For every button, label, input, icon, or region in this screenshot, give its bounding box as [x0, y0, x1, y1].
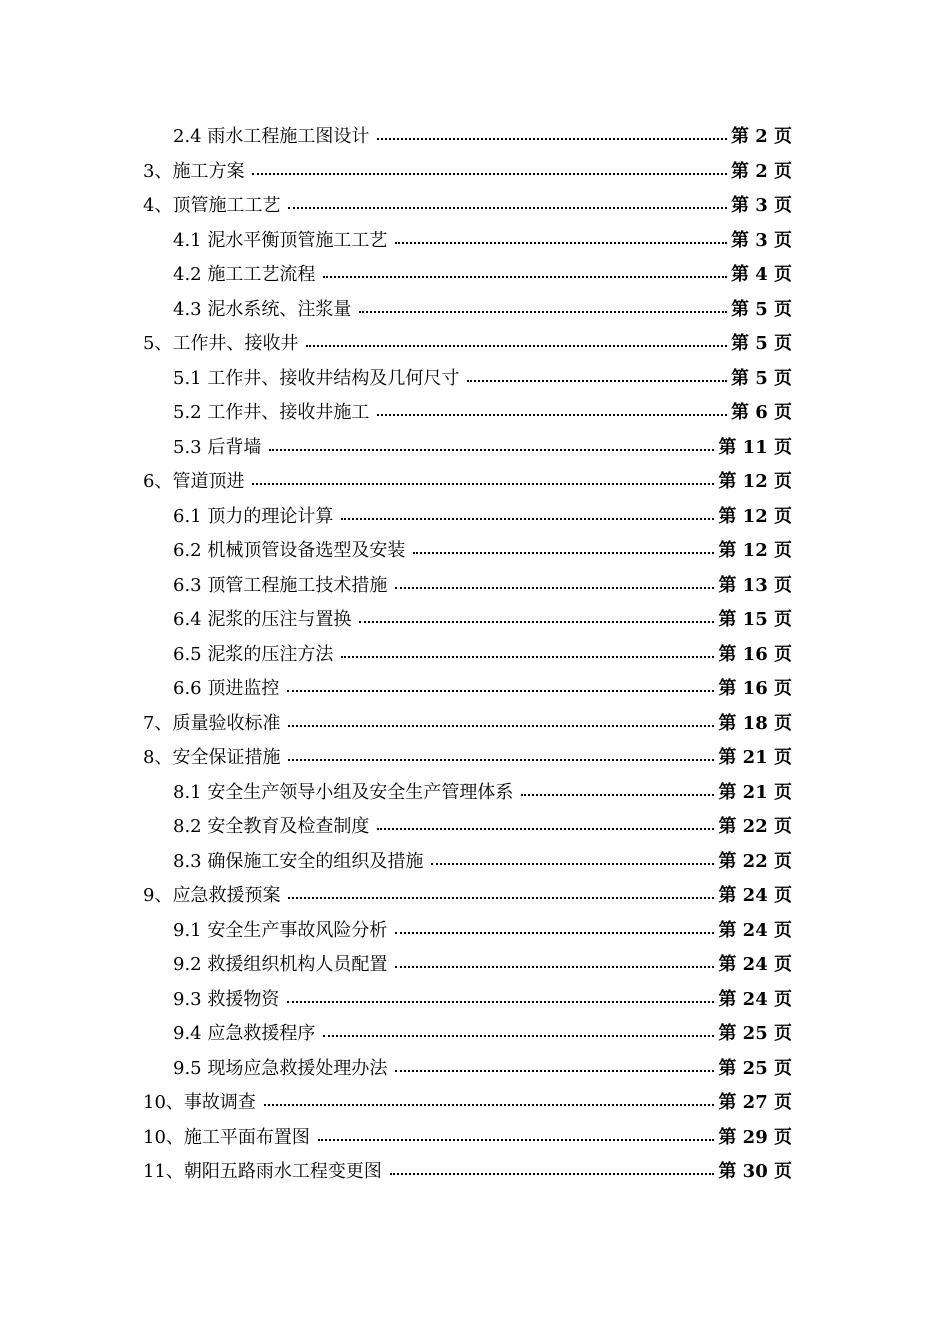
- toc-entry-page: 第 2 页: [730, 126, 792, 147]
- toc-leader-dots: [359, 615, 714, 623]
- toc-leader-dots: [395, 581, 714, 589]
- toc-entry: [0, 431, 950, 466]
- toc-entry: [0, 948, 950, 983]
- toc-entry-title: 6.3 顶管工程施工技术措施: [173, 574, 388, 596]
- toc-entry-page: 第 24 页: [718, 988, 792, 1010]
- toc-entry: [0, 327, 950, 362]
- toc-entry: [0, 362, 950, 397]
- toc-entry-page: 第 25 页: [718, 1057, 792, 1079]
- toc-entry-title: 6.4 泥浆的压注与置换: [173, 609, 352, 630]
- toc-leader-dots: [287, 684, 714, 692]
- toc-entry-page: 第 4 页: [730, 264, 792, 285]
- toc-entry-title: 8、安全保证措施: [143, 747, 281, 768]
- toc-entry-page: 第 2 页: [730, 160, 792, 182]
- toc-leader-dots: [269, 443, 714, 451]
- toc-entry-title: 3、施工方案: [143, 160, 245, 182]
- toc-entry: [0, 914, 950, 949]
- toc-leader-dots: [395, 960, 714, 968]
- toc-leader-dots: [287, 995, 714, 1003]
- toc-leader-dots: [395, 1064, 714, 1072]
- toc-leader-dots: [288, 753, 714, 761]
- toc-entry-page: 第 21 页: [718, 781, 792, 803]
- toc-entry: [0, 293, 950, 328]
- toc-entry-page: 第 21 页: [718, 747, 792, 768]
- toc-entry: [0, 396, 950, 431]
- toc-entry-title: 11、朝阳五路雨水工程变更图: [143, 1161, 382, 1182]
- toc-entry-title: 4.2 施工工艺流程: [173, 264, 316, 285]
- toc-entry-page: 第 24 页: [718, 919, 792, 941]
- toc-entry-title: 10、事故调查: [143, 1092, 256, 1113]
- toc-entry-title: 5、工作井、接收井: [143, 333, 299, 354]
- toc-entry: [0, 983, 950, 1018]
- toc-entry-title: 6、管道顶进: [143, 471, 245, 492]
- toc-entry-page: 第 18 页: [718, 712, 792, 734]
- toc-entry-title: 2.4 雨水工程施工图设计: [173, 126, 370, 147]
- toc-entry-title: 8.1 安全生产领导小组及安全生产管理体系: [173, 781, 514, 803]
- toc-entry: [0, 465, 950, 500]
- toc-entry-title: 9、应急救援预案: [143, 885, 281, 906]
- toc-entry-page: 第 3 页: [730, 195, 792, 216]
- toc-entry: [0, 741, 950, 776]
- toc-leader-dots: [377, 132, 727, 140]
- toc-entry: [0, 879, 950, 914]
- toc-leader-dots: [521, 788, 714, 796]
- toc-leader-dots: [306, 339, 726, 347]
- toc-leader-dots: [413, 546, 714, 554]
- toc-leader-dots: [288, 891, 714, 899]
- toc-entry: [0, 189, 950, 224]
- toc-leader-dots: [467, 374, 727, 382]
- toc-entry-title: 6.2 机械顶管设备选型及安装: [173, 540, 406, 561]
- table-of-contents: [0, 120, 950, 1190]
- toc-entry: [0, 258, 950, 293]
- toc-entry-title: 4.3 泥水系统、注浆量: [173, 298, 352, 320]
- toc-leader-dots: [395, 236, 727, 244]
- toc-entry: [0, 810, 950, 845]
- toc-leader-dots: [341, 512, 714, 520]
- toc-entry: [0, 120, 950, 155]
- toc-entry: [0, 776, 950, 811]
- toc-entry-page: 第 25 页: [718, 1023, 792, 1044]
- toc-entry-page: 第 22 页: [718, 850, 792, 872]
- toc-leader-dots: [318, 1133, 715, 1141]
- toc-leader-dots: [323, 270, 727, 278]
- toc-entry: [0, 1086, 950, 1121]
- toc-entry-page: 第 16 页: [718, 643, 792, 665]
- toc-entry-title: 6.1 顶力的理论计算: [173, 505, 334, 527]
- toc-entry-title: 8.3 确保施工安全的组织及措施: [173, 850, 424, 872]
- toc-entry-page: 第 11 页: [718, 436, 792, 458]
- toc-entry-page: 第 5 页: [730, 367, 792, 389]
- toc-entry-page: 第 12 页: [718, 471, 792, 492]
- toc-entry-title: 10、施工平面布置图: [143, 1126, 310, 1148]
- toc-entry: [0, 224, 950, 259]
- toc-leader-dots: [288, 201, 726, 209]
- toc-entry: [0, 707, 950, 742]
- toc-entry: [0, 638, 950, 673]
- toc-leader-dots: [431, 857, 714, 865]
- toc-entry-page: 第 6 页: [730, 402, 792, 423]
- toc-entry-page: 第 27 页: [718, 1092, 792, 1113]
- toc-entry-title: 5.2 工作井、接收井施工: [173, 402, 370, 423]
- toc-entry-page: 第 15 页: [718, 609, 792, 630]
- toc-entry: [0, 1017, 950, 1052]
- toc-entry-title: 6.6 顶进监控: [173, 678, 280, 699]
- toc-leader-dots: [323, 1029, 714, 1037]
- toc-entry-page: 第 30 页: [718, 1161, 792, 1182]
- toc-entry-page: 第 12 页: [718, 540, 792, 561]
- toc-leader-dots: [390, 1167, 715, 1175]
- toc-entry: [0, 500, 950, 535]
- toc-entry-title: 9.5 现场应急救援处理办法: [173, 1057, 388, 1079]
- toc-leader-dots: [377, 822, 714, 830]
- toc-entry-title: 9.3 救援物资: [173, 988, 280, 1010]
- toc-entry: [0, 1121, 950, 1156]
- toc-entry-page: 第 22 页: [718, 816, 792, 837]
- toc-entry-page: 第 13 页: [718, 574, 792, 596]
- toc-entry-page: 第 5 页: [730, 333, 792, 354]
- toc-leader-dots: [252, 167, 726, 175]
- toc-leader-dots: [395, 926, 714, 934]
- toc-leader-dots: [341, 650, 714, 658]
- toc-entry: [0, 672, 950, 707]
- toc-entry-page: 第 5 页: [730, 298, 792, 320]
- toc-entry-title: 9.2 救援组织机构人员配置: [173, 954, 388, 975]
- toc-entry-title: 7、质量验收标准: [143, 712, 281, 734]
- toc-entry: [0, 155, 950, 190]
- toc-entry-title: 6.5 泥浆的压注方法: [173, 643, 334, 665]
- toc-leader-dots: [359, 305, 727, 313]
- toc-entry-page: 第 3 页: [730, 229, 792, 251]
- toc-entry-title: 4.1 泥水平衡顶管施工工艺: [173, 229, 388, 251]
- toc-entry-title: 4、顶管施工工艺: [143, 195, 281, 216]
- toc-leader-dots: [288, 719, 714, 727]
- toc-entry: [0, 603, 950, 638]
- toc-entry-page: 第 29 页: [718, 1126, 792, 1148]
- toc-leader-dots: [252, 477, 714, 485]
- toc-entry-title: 9.1 安全生产事故风险分析: [173, 919, 388, 941]
- toc-entry: [0, 845, 950, 880]
- toc-entry-page: 第 24 页: [718, 954, 792, 975]
- toc-entry-title: 5.1 工作井、接收井结构及几何尺寸: [173, 367, 460, 389]
- toc-entry: [0, 569, 950, 604]
- toc-entry: [0, 534, 950, 569]
- toc-entry-page: 第 24 页: [718, 885, 792, 906]
- toc-entry-title: 5.3 后背墙: [173, 436, 262, 458]
- toc-entry-title: 9.4 应急救援程序: [173, 1023, 316, 1044]
- toc-leader-dots: [264, 1098, 715, 1106]
- toc-entry-page: 第 12 页: [718, 505, 792, 527]
- toc-entry-page: 第 16 页: [718, 678, 792, 699]
- toc-entry-title: 8.2 安全教育及检查制度: [173, 816, 370, 837]
- toc-leader-dots: [377, 408, 727, 416]
- toc-entry: [0, 1155, 950, 1190]
- toc-entry: [0, 1052, 950, 1087]
